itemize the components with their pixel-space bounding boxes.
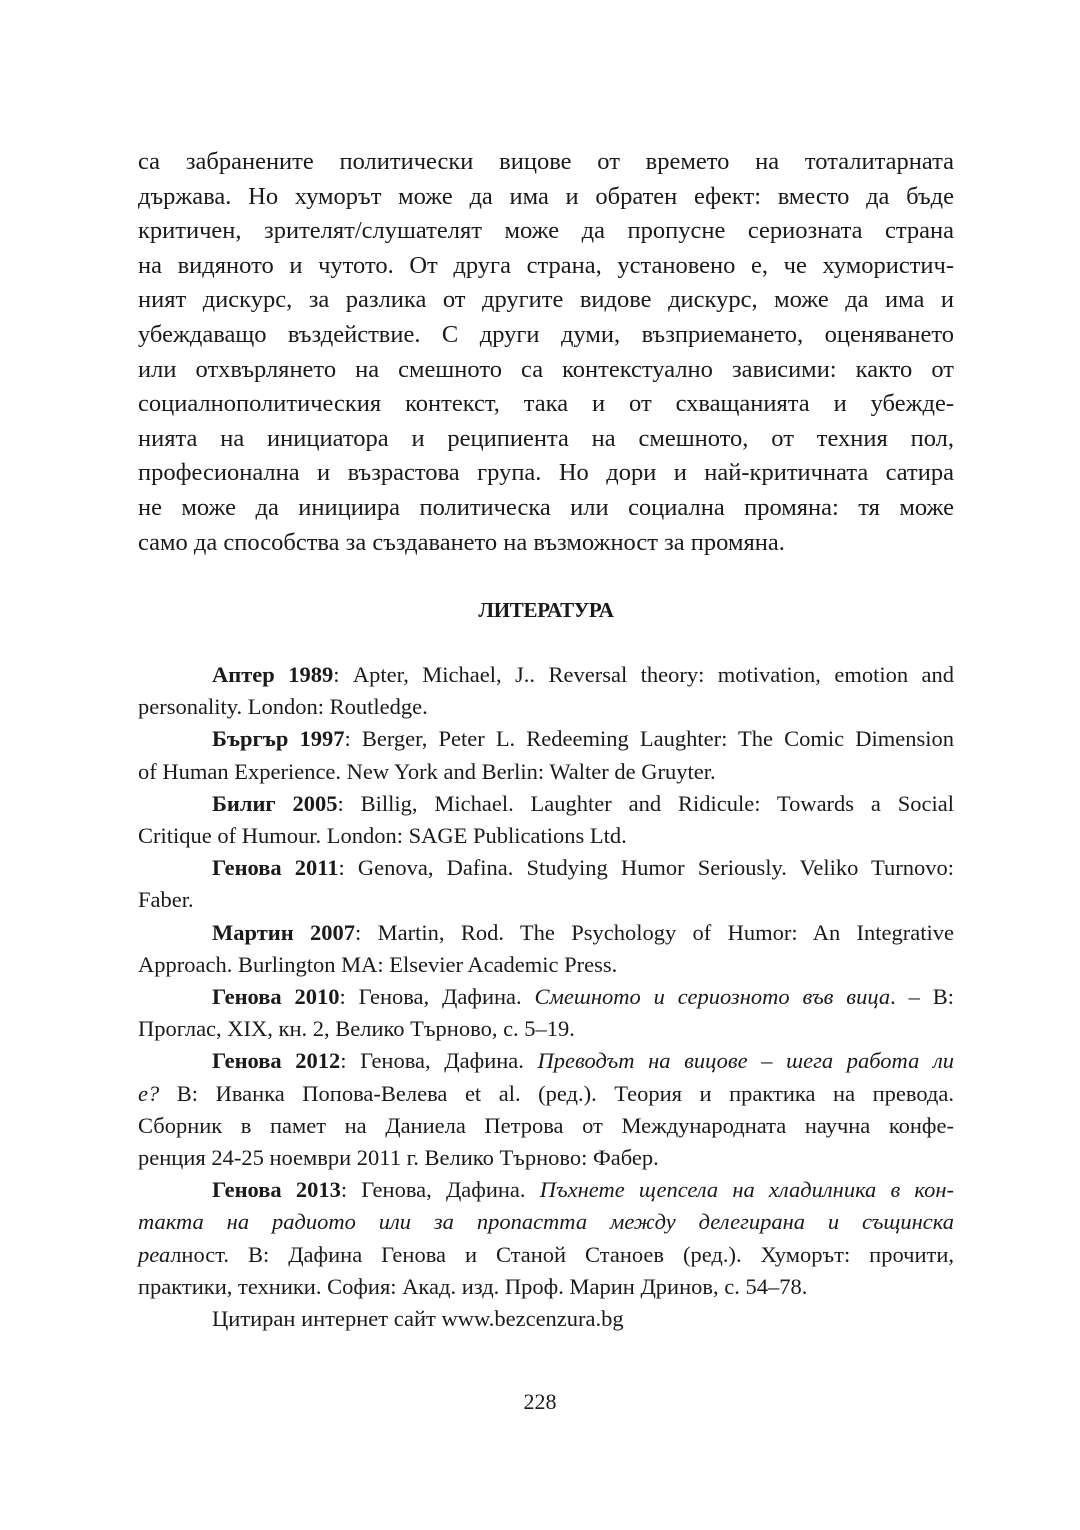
reference-author: Генова 2013 — [212, 1177, 341, 1203]
body-line: социалнополитическия контекст, така и от схващанията и убежде- — [138, 390, 954, 418]
reference-entry — [138, 788, 954, 852]
reference-text: лност. В: Дафина Генова и Станой Станоев (ред.). Хуморът: прочити, — [170, 1241, 954, 1267]
reference-line — [138, 723, 954, 755]
reference-entry — [138, 1174, 954, 1303]
body-line: или отхвърлянето на смешното са контекстуално зависими: както от — [138, 355, 954, 383]
body-line: ният дискурс, за разлика от другите видове дискурс, може да има и — [138, 286, 954, 314]
reference-text: . – В: — [890, 984, 954, 1010]
reference-title: реа — [138, 1241, 171, 1267]
reference-line: personality. London: Routledge. — [138, 694, 428, 720]
body-line: само да способства за създаването на възможност за промяна. — [138, 528, 785, 556]
reference-author: Генова 2010 — [212, 984, 340, 1010]
reference-line — [138, 981, 954, 1013]
reference-line: Сборник в памет на Даниела Петрова от Международната научна конфе- — [138, 1112, 954, 1138]
reference-line: Approach. Burlington MA: Elsevier Academic Press. — [138, 951, 618, 977]
reference-title: е? — [138, 1080, 160, 1106]
reference-line: Critique of Humour. London: SAGE Publications Ltd. — [138, 823, 627, 849]
reference-line: of Human Experience. New York and Berlin: Walter de Gruyter. — [138, 758, 716, 784]
reference-text: : Genova, Dafina. Studying Humor Seriously. Veliko Turnovo: — [338, 855, 954, 881]
body-line: професионална и възрастова група. Но дори и най-критичната сатира — [138, 459, 954, 487]
body-line: са забранените политически вицове от времето на тоталитарната — [138, 148, 954, 175]
reference-line: практики, техники. София: Акад. изд. Проф. Марин Дринов, с. 54–78. — [138, 1273, 808, 1299]
reference-author: Билиг 2005 — [212, 790, 338, 816]
body-line: убеждаващо въздействие. С други думи, възприемането, оценяването — [138, 320, 954, 348]
reference-text: : Apter, Michael, J.. Reversal theory: motivation, emotion and — [333, 662, 954, 687]
body-line: критичен, зрителят/слушателят може да пропусне сериозната страна — [138, 217, 954, 245]
reference-author: Аптер 1989 — [212, 662, 334, 687]
reference-entry — [138, 981, 954, 1045]
page-number: 228 — [523, 1389, 557, 1414]
references-heading: ЛИТЕРАТУРА — [478, 598, 614, 622]
reference-text: : Berger, Peter L. Redeeming Laughter: The Comic Dimension — [344, 726, 954, 752]
reference-author: Генова 2012 — [212, 1048, 341, 1074]
reference-entry — [138, 917, 954, 981]
references-list — [138, 659, 954, 1335]
body-line: не може да инициира политическа или социална промяна: тя може — [138, 493, 954, 521]
reference-text: : Billig, Michael. Laughter and Ridicule: Towards a Social — [337, 790, 954, 816]
reference-author: Генова 2011 — [212, 855, 339, 881]
reference-line — [138, 1045, 954, 1077]
reference-title: Преводът на вицове – шега работа ли — [537, 1048, 955, 1074]
reference-title: Смешното и сериозното във вица — [534, 984, 891, 1010]
reference-text: В: Иванка Попова-Велева et al. (ред.). Теория и практика на превода. — [159, 1080, 954, 1106]
reference-line — [138, 1239, 954, 1271]
reference-line — [138, 659, 954, 691]
body-paragraph — [138, 145, 954, 560]
website-note: Цитиран интернет сайт www.bezcenzura.bg — [212, 1306, 624, 1332]
reference-text: : Martin, Rod. The Psychology of Humor: An Integrative — [355, 919, 954, 945]
body-line: нията на инициатора и реципиента на смешното, от техния пол, — [138, 424, 954, 452]
reference-text: : Генова, Дафина. — [340, 1048, 538, 1074]
reference-author: Бъргър 1997 — [212, 726, 345, 752]
body-line: на видяното и чутото. От друга страна, установено е, че хумористич- — [138, 251, 954, 279]
reference-entry — [138, 1045, 954, 1174]
reference-entry — [138, 723, 954, 787]
reference-author: Мартин 2007 — [212, 919, 356, 945]
reference-title: Пъхнете щепсела на хладилника в кон- — [539, 1177, 954, 1203]
reference-entry — [138, 852, 954, 916]
reference-text: : Генова, Дафина. — [339, 984, 535, 1010]
reference-line — [138, 1174, 954, 1206]
reference-line — [138, 788, 954, 820]
reference-line: Проглас, XIX, кн. 2, Велико Търново, с. 5–19. — [138, 1016, 575, 1042]
reference-line — [138, 917, 954, 949]
reference-line: Faber. — [138, 887, 194, 913]
body-line: държава. Но хуморът може да има и обратен ефект: вместо да бъде — [138, 182, 954, 210]
reference-entry — [138, 659, 954, 723]
reference-line — [138, 1078, 954, 1110]
reference-line: ренция 24-25 ноември 2011 г. Велико Търново: Фабер. — [138, 1145, 659, 1171]
reference-text: : Генова, Дафина. — [340, 1177, 540, 1203]
reference-line: такта на радиото или за пропастта между делегирана и същинска — [138, 1209, 954, 1235]
reference-line — [138, 852, 954, 884]
